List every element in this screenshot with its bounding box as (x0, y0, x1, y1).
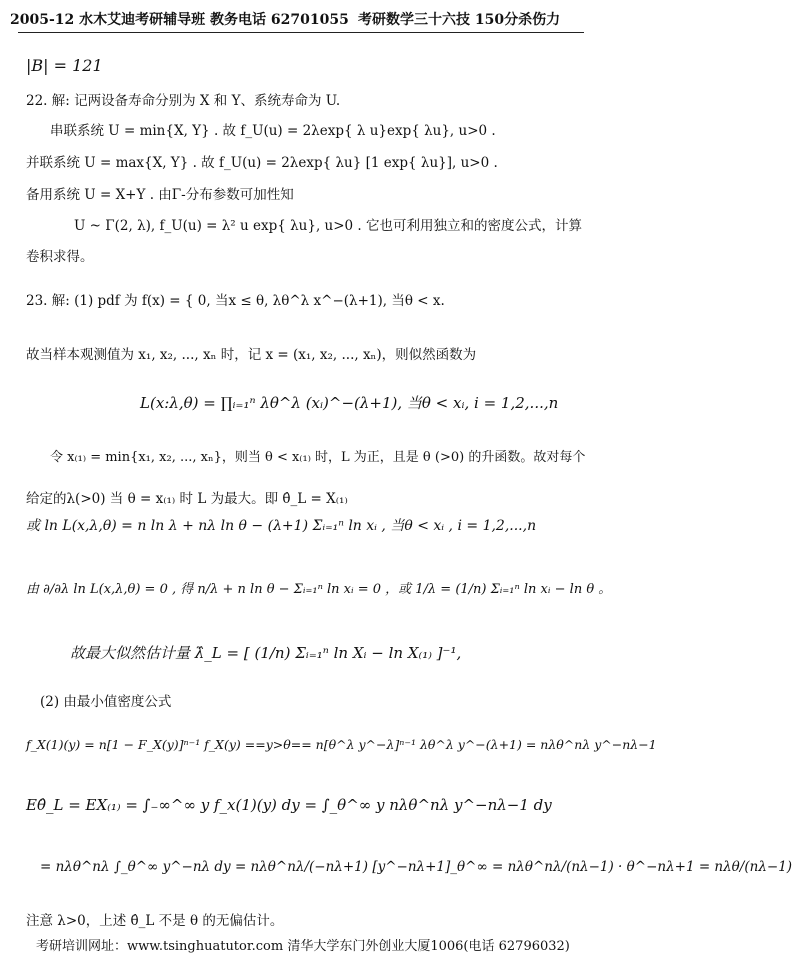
min-order-stat: 令 x₍₁₎ = min{x₁, x₂, ..., xₙ}，则当 θ < x₍₁₎ 时，L 为正，且是 θ (>0) 的升函数。故对每个 (50, 450, 586, 465)
min-density-formula: f_X(1)(y) = n[1 − F_X(y)]ⁿ⁻¹ f_X(y) ==y>θ== n[θ^λ y^−λ]ⁿ⁻¹ λθ^λ y^−(λ+1) = nλθ^nλ y^−nλ−1 (26, 737, 657, 752)
footer: 考研培训网址：www.tsinghuatutor.com 清华大学东门外创业大厦1006(电话 62796032) (36, 939, 570, 954)
bias-note: 注意 λ>0，上述 θ̂_L 不是 θ 的无偏估计。 (26, 913, 284, 929)
sample-statement: 故当样本观测值为 x₁, x₂, ..., xₙ 时，记 x = (x₁, x₂, ..., xₙ)，则似然函数为 (26, 347, 477, 363)
integral-evaluation: = nλθ^nλ ∫_θ^∞ y^−nλ dy = nλθ^nλ/(−nλ+1) [y^−nλ+1]_θ^∞ = nλθ^nλ/(nλ−1) · θ^−nλ+1 = nλθ/(nλ−1) (40, 859, 792, 875)
parallel-system: 并联系统 U = max{X, Y} . 故 f_U(u) = 2λexp{ λu} [1 exp{ λu}], u>0 . (26, 155, 498, 171)
problem-23-pdf: 23. 解: (1) pdf 为 f(x) = { 0, 当x ≤ θ, λθ^λ x^−(λ+1), 当θ < x. (26, 293, 445, 309)
convolution-note: 卷积求得。 (26, 249, 94, 265)
header-right: 考研数学三十六技 150分杀伤力 (358, 12, 561, 28)
mle-theta: 给定的λ(>0) 当 θ = x₍₁₎ 时 L 为最大。即 θ̂_L = X₍₁₎ (26, 491, 348, 507)
header-rule (18, 32, 584, 33)
log-likelihood: 或 ln L(x,λ,θ) = n ln λ + nλ ln θ − (λ+1) Σᵢ₌₁ⁿ ln xᵢ , 当θ < xᵢ , i = 1,2,...,n (26, 518, 537, 534)
mle-lambda: 故最大似然估计量 λ̂_L = [ (1/n) Σᵢ₌₁ⁿ ln Xᵢ − ln X₍₁₎ ]⁻¹, (70, 644, 462, 662)
standby-system: 备用系统 U = X+Y . 由Γ-分布参数可加性知 (26, 187, 294, 203)
gamma-result: U ~ Γ(2, λ), f_U(u) = λ² u exp{ λu}, u>0 . 它也可利用独立和的密度公式，计算 (74, 218, 582, 234)
det-b: |B| = 121 (26, 56, 103, 75)
expectation-integral: Eθ̂_L = EX₍₁₎ = ∫₋∞^∞ y f_x(1)(y) dy = ∫_θ^∞ y nλθ^nλ y^−nλ−1 dy (26, 796, 552, 814)
likelihood-function: L(x:λ,θ) = ∏ᵢ₌₁ⁿ λθ^λ (xᵢ)^−(λ+1), 当θ < xᵢ, i = 1,2,...,n (140, 394, 559, 412)
problem-22: 22. 解: 记两设备寿命分别为 X 和 Y、系统寿命为 U. (26, 93, 341, 109)
derivative-equation: 由 ∂/∂λ ln L(x,λ,θ) = 0 , 得 n/λ + n ln θ − Σᵢ₌₁ⁿ ln xᵢ = 0 ，或 1/λ = (1/n) Σᵢ₌₁ⁿ ln xᵢ − ln θ 。 (26, 582, 612, 597)
part-2-heading: (2) 由最小值密度公式 (40, 694, 172, 710)
series-system: 串联系统 U = min{X, Y} . 故 f_U(u) = 2λexp{ λ u}exp{ λu}, u>0 . (50, 123, 496, 139)
header-left: 2005-12 水木艾迪考研辅导班 教务电话 62701055 (10, 12, 349, 28)
